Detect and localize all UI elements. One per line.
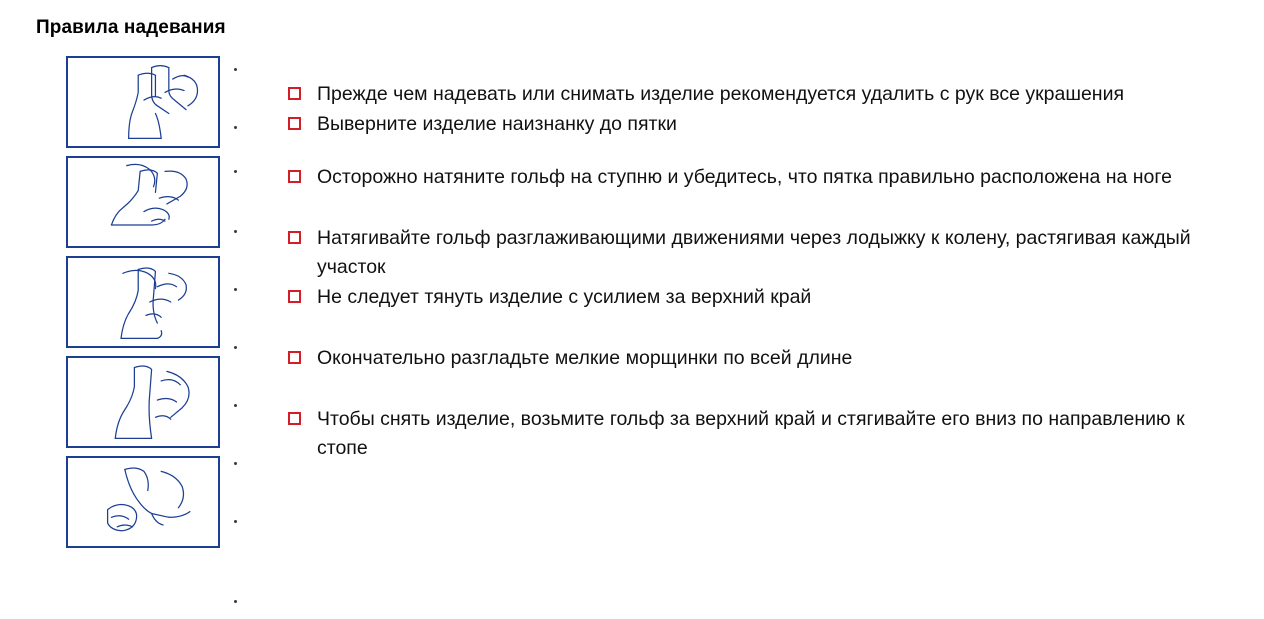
instruction-text: Осторожно натяните гольф на ступню и убедитесь, что пятка правильно расположена на ноге xyxy=(317,166,1172,188)
instruction-item xyxy=(286,344,1216,373)
red-square-bullet-icon xyxy=(288,117,301,130)
instruction-group-4 xyxy=(286,344,1216,373)
illustration-column xyxy=(66,56,222,556)
instruction-group-3 xyxy=(286,224,1216,312)
sock-over-ankle-icon xyxy=(68,258,218,346)
illustration-step-2 xyxy=(66,156,220,248)
instruction-group-5 xyxy=(286,405,1216,463)
dot-marker xyxy=(234,288,237,291)
instruction-text: Окончательно разгладьте мелкие морщинки по всей длине xyxy=(317,347,853,369)
instruction-item xyxy=(286,80,1216,109)
illustration-step-5 xyxy=(66,456,220,548)
dot-marker xyxy=(234,600,237,603)
dot-marker xyxy=(234,404,237,407)
instruction-text: Натягивайте гольф разглаживающими движениями через лодыжку к колену, растягивая каждый участок xyxy=(317,227,1191,278)
illustration-step-3 xyxy=(66,256,220,348)
spacer xyxy=(286,153,1216,163)
dot-marker xyxy=(234,346,237,349)
instruction-item xyxy=(286,405,1216,463)
spacer xyxy=(286,387,1216,405)
red-square-bullet-icon xyxy=(288,170,301,183)
instruction-item xyxy=(286,224,1216,282)
dot-marker xyxy=(234,126,237,129)
dotted-marker-column xyxy=(230,60,242,610)
instruction-item xyxy=(286,110,1216,139)
instruction-group-2 xyxy=(286,163,1216,192)
instruction-text: Выверните изделие наизнанку до пятки xyxy=(317,113,677,135)
red-square-bullet-icon xyxy=(288,351,301,364)
red-square-bullet-icon xyxy=(288,231,301,244)
illustration-step-1 xyxy=(66,56,220,148)
instruction-group-1 xyxy=(286,80,1216,139)
instructions-list xyxy=(286,80,1216,477)
sock-removal-icon xyxy=(68,458,218,546)
sock-onto-foot-icon xyxy=(68,158,218,246)
sock-smoothing-icon xyxy=(68,358,218,446)
sock-turn-inside-out-icon xyxy=(68,58,218,146)
dot-marker xyxy=(234,462,237,465)
instruction-text: Чтобы снять изделие, возьмите гольф за верхний край и стягивайте его вниз по направлению к стопе xyxy=(317,408,1185,459)
instruction-item xyxy=(286,283,1216,312)
red-square-bullet-icon xyxy=(288,290,301,303)
red-square-bullet-icon xyxy=(288,412,301,425)
instruction-text: Прежде чем надевать или снимать изделие рекомендуется удалить с рук все украшения xyxy=(317,83,1125,105)
spacer xyxy=(286,326,1216,344)
page-title: Правила надевания xyxy=(36,17,226,38)
illustration-step-4 xyxy=(66,356,220,448)
instruction-text: Не следует тянуть изделие с усилием за верхний край xyxy=(317,286,812,308)
red-square-bullet-icon xyxy=(288,87,301,100)
dot-marker xyxy=(234,520,237,523)
dot-marker xyxy=(234,170,237,173)
dot-marker xyxy=(234,68,237,71)
instruction-item xyxy=(286,163,1216,192)
dot-marker xyxy=(234,230,237,233)
spacer xyxy=(286,206,1216,224)
